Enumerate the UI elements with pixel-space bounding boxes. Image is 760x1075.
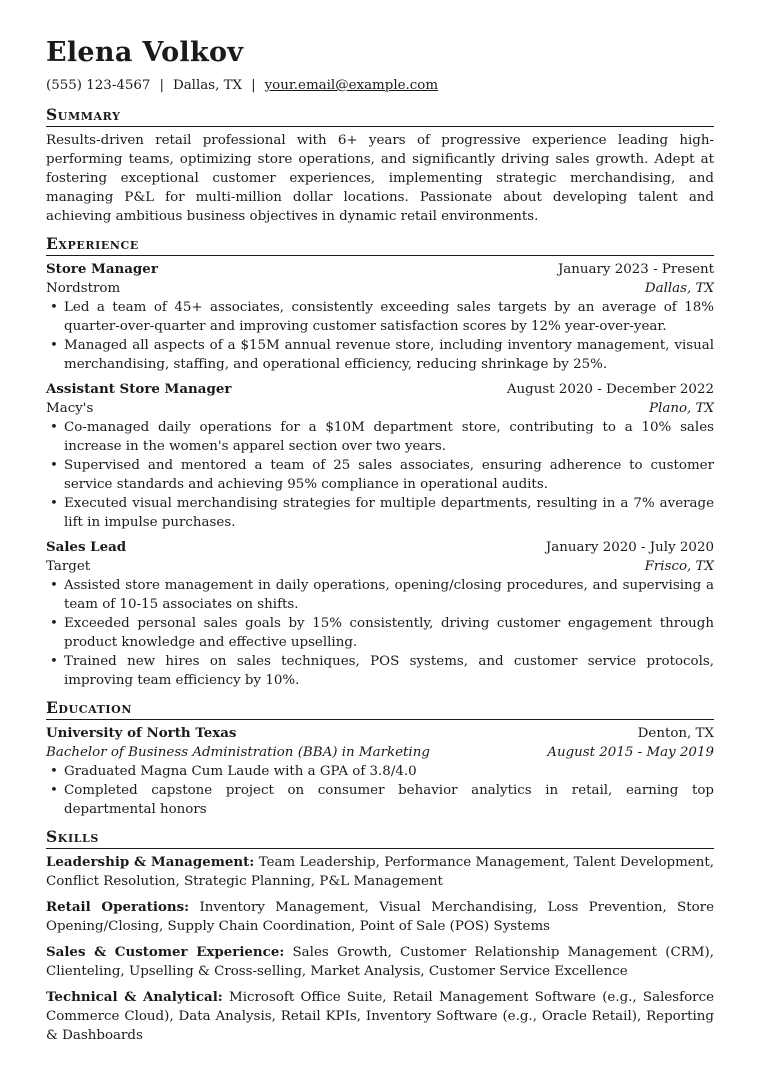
experience-section: [46, 234, 714, 690]
skill-group-text: Microsoft Office Suite, Retail Management Software (e.g., Salesforce Commerce Cloud), Data Analysis, Retail KPIs, Inventory Software (e.g., Oracle Retail), Reporting & Dashboards: [46, 990, 714, 1043]
job-entry: [46, 260, 714, 374]
job-location: Dallas, TX: [644, 281, 714, 296]
degree: Bachelor of Business Administration (BBA) in Marketing: [46, 745, 430, 760]
job-dates: January 2020 - July 2020: [545, 540, 714, 555]
skill-group-label: Retail Operations:: [46, 899, 190, 915]
education-section: [46, 698, 714, 819]
skill-group-label: Sales & Customer Experience:: [46, 944, 285, 960]
school-name: University of North Texas: [46, 725, 237, 741]
bullet-item: • Led a team of 45+ associates, consistently exceeding sales targets by an average of 18% quarter-over-quarter and improving customer satisfaction scores by 12% year-over-year.: [64, 298, 714, 336]
summary-text: Results-driven retail professional with 6+ years of progressive experience leading high-performing teams, optimizing store operations, and significantly driving sales growth. Adept at fostering exceptional customer experiences, implementing strategic merchandising, and managing P&L for multi-million dollar locations. Passionate about developing talent and achieving ambitious business objectives in dynamic retail environments.: [46, 133, 714, 224]
contact-separator: |: [251, 78, 256, 93]
job-company: Target: [46, 559, 91, 574]
bullet-item: • Executed visual merchandising strategies for multiple departments, resulting in a 7% average lift in impulse purchases.: [64, 494, 714, 532]
skill-group: [46, 853, 714, 891]
summary-section: [46, 105, 714, 226]
contact-line: [46, 76, 714, 95]
job-role: Sales Lead: [46, 539, 127, 555]
section-title-experience: Experience: [46, 234, 714, 256]
skill-group-label: Leadership & Management:: [46, 854, 255, 870]
bullet-item: • Assisted store management in daily operations, opening/closing procedures, and supervising a team of 10-15 associates on shifts.: [64, 576, 714, 614]
education-dates: August 2015 - May 2019: [547, 745, 714, 760]
phone-number: (555) 123-4567: [46, 78, 151, 93]
bullet-item: • Trained new hires on sales techniques, POS systems, and customer service protocols, improving team efficiency by 10%.: [64, 652, 714, 690]
job-location: Frisco, TX: [644, 559, 714, 574]
job-bullets: [46, 418, 714, 532]
email-link[interactable]: your.email@example.com: [264, 78, 439, 93]
location: Dallas, TX: [172, 78, 243, 93]
school-location: Denton, TX: [637, 726, 714, 741]
skill-group: [46, 943, 714, 981]
skill-group-text: Inventory Management, Visual Merchandising, Loss Prevention, Store Opening/Closing, Supply Chain Coordination, Point of Sale (POS) Systems: [46, 900, 714, 934]
candidate-name: Elena Volkov: [46, 37, 244, 68]
bullet-item: • Co-managed daily operations for a $10M department store, contributing to a 10% sales increase in the women's apparel section over two years.: [64, 418, 714, 456]
skill-group-text: Sales Growth, Customer Relationship Management (CRM), Clienteling, Upselling & Cross-selling, Market Analysis, Customer Service Excellence: [46, 945, 714, 979]
bullet-item: • Graduated Magna Cum Laude with a GPA of 3.8/4.0: [64, 762, 714, 781]
job-entry: [46, 380, 714, 532]
bullet-item: • Supervised and mentored a team of 25 sales associates, ensuring adherence to customer service standards and achieving 95% compliance in operational audits.: [64, 456, 714, 494]
job-company: Macy's: [46, 401, 94, 416]
job-role: Assistant Store Manager: [46, 381, 232, 397]
job-entry: [46, 538, 714, 690]
skill-group: [46, 988, 714, 1045]
job-location: Plano, TX: [649, 401, 714, 416]
section-title-education: Education: [46, 698, 714, 720]
job-role: Store Manager: [46, 261, 158, 277]
skill-group-label: Technical & Analytical:: [46, 989, 223, 1005]
skill-group: [46, 898, 714, 936]
section-title-summary: Summary: [46, 105, 714, 127]
job-dates: August 2020 - December 2022: [506, 382, 714, 397]
job-bullets: [46, 298, 714, 374]
job-company: Nordstrom: [46, 281, 121, 296]
bullet-item: • Completed capstone project on consumer behavior analytics in retail, earning top departmental honors: [64, 781, 714, 819]
bullet-item: • Exceeded personal sales goals by 15% consistently, driving customer engagement through product knowledge and effective upselling.: [64, 614, 714, 652]
bullet-item: • Managed all aspects of a $15M annual revenue store, including inventory management, visual merchandising, staffing, and operational efficiency, reducing shrinkage by 25%.: [64, 336, 714, 374]
skill-group-text: Team Leadership, Performance Management, Talent Development, Conflict Resolution, Strategic Planning, P&L Management: [46, 855, 714, 889]
education-bullets: [46, 762, 714, 819]
skills-section: [46, 827, 714, 1045]
job-bullets: [46, 576, 714, 690]
job-dates: January 2023 - Present: [557, 262, 714, 277]
section-title-skills: Skills: [46, 827, 714, 849]
contact-separator: |: [159, 78, 164, 93]
